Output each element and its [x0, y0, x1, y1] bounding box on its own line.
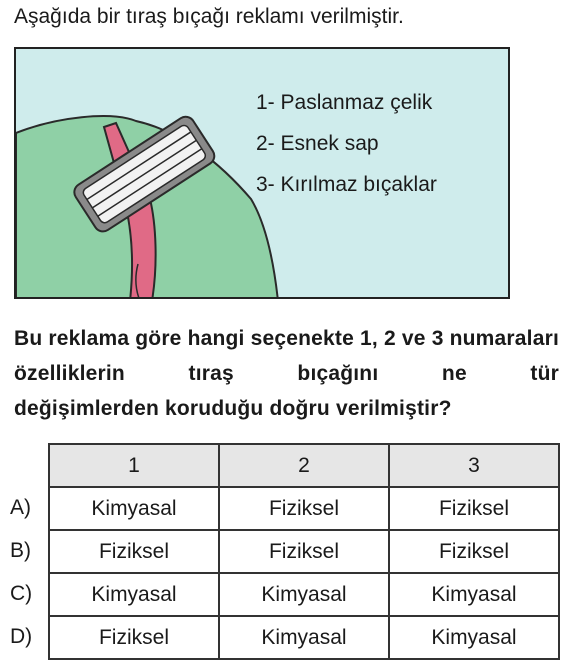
option-label-c[interactable]: C) [10, 582, 33, 605]
table-header-row [49, 444, 559, 487]
table-row[interactable] [49, 530, 559, 573]
column-header: 3 [389, 444, 559, 487]
table-cell: Fiziksel [219, 530, 389, 573]
table-row[interactable] [49, 616, 559, 659]
question-text [14, 321, 559, 426]
table-cell: Kimyasal [219, 616, 389, 659]
table-row[interactable] [49, 573, 559, 616]
intro-text: Aşağıda bir tıraş bıçağı reklamı verilmiştir. [14, 5, 404, 28]
feature-item: 1- Paslanmaz çelik [256, 91, 433, 114]
answer-table [48, 443, 560, 660]
table-cell: Kimyasal [389, 616, 559, 659]
feature-list [256, 91, 437, 214]
table-cell: Fiziksel [49, 530, 219, 573]
table-cell: Kimyasal [219, 573, 389, 616]
question-line: Bu reklama göre hangi seçenekte 1, 2 ve 3 [14, 327, 444, 350]
feature-item: 3- Kırılmaz bıçaklar [256, 173, 437, 196]
option-label-b[interactable]: B) [10, 539, 31, 562]
column-header: 2 [219, 444, 389, 487]
table-row[interactable] [49, 487, 559, 530]
table-cell: Fiziksel [219, 487, 389, 530]
table-cell: Kimyasal [389, 573, 559, 616]
option-label-a[interactable]: A) [10, 496, 31, 519]
table-cell: Fiziksel [389, 530, 559, 573]
question-line: numaraları özelliklerin tıraş bıçağını ne tür [14, 327, 560, 385]
table-cell: Kimyasal [49, 487, 219, 530]
column-header: 1 [49, 444, 219, 487]
option-labels [10, 486, 46, 658]
feature-item: 2- Esnek sap [256, 132, 379, 155]
table-cell: Fiziksel [49, 616, 219, 659]
table-cell: Fiziksel [389, 487, 559, 530]
razor-advertisement [14, 47, 510, 299]
question-line: değişimlerden koruduğu doğru verilmiştir? [14, 397, 452, 420]
table-cell: Kimyasal [49, 573, 219, 616]
option-label-d[interactable]: D) [10, 625, 33, 648]
